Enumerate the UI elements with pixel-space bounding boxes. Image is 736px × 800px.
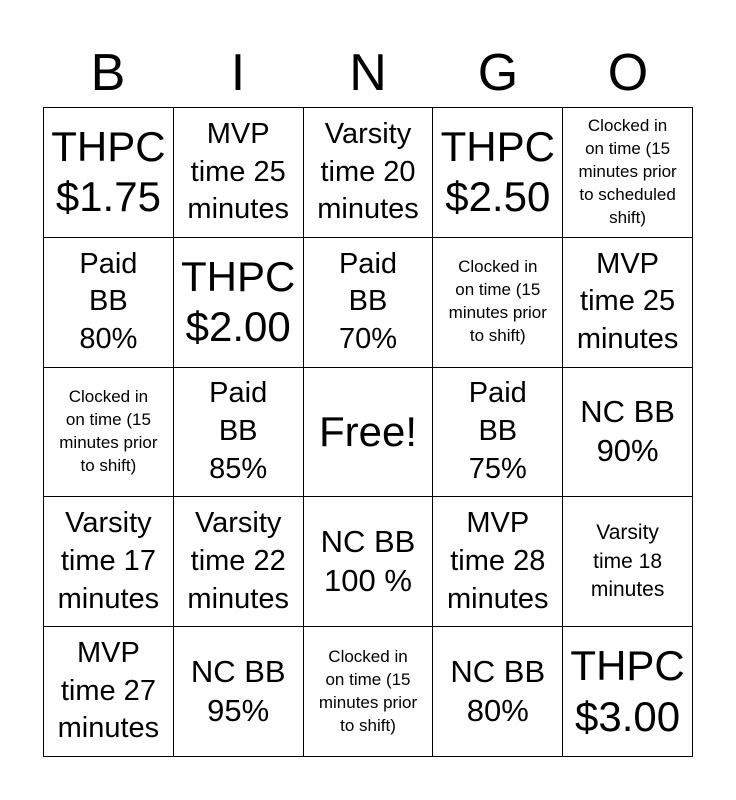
bingo-cell[interactable]: Paid BB 80%	[44, 238, 174, 368]
bingo-cell[interactable]: NC BB 95%	[174, 627, 304, 757]
header-letter-g: G	[477, 44, 519, 102]
bingo-header	[43, 40, 693, 106]
bingo-cell-free[interactable]: Free!	[304, 368, 434, 498]
bingo-cell[interactable]: NC BB 90%	[563, 368, 693, 498]
bingo-cell[interactable]: Paid BB 85%	[174, 368, 304, 498]
bingo-cell[interactable]: MVP time 25 minutes	[174, 108, 304, 238]
header-letter-o: O	[607, 44, 649, 102]
bingo-cell[interactable]: Clocked in on time (15 minutes prior to scheduled shift)	[563, 108, 693, 238]
bingo-cell[interactable]: THPC $2.00	[174, 238, 304, 368]
bingo-cell[interactable]: THPC $2.50	[433, 108, 563, 238]
bingo-cell[interactable]: Varsity time 20 minutes	[304, 108, 434, 238]
bingo-cell[interactable]: Clocked in on time (15 minutes prior to shift)	[304, 627, 434, 757]
bingo-cell[interactable]: Varsity time 17 minutes	[44, 497, 174, 627]
bingo-cell[interactable]: Varsity time 22 minutes	[174, 497, 304, 627]
header-letter-b: B	[90, 44, 126, 102]
bingo-cell[interactable]: Varsity time 18 minutes	[563, 497, 693, 627]
bingo-cell[interactable]: THPC $3.00	[563, 627, 693, 757]
bingo-grid	[43, 107, 693, 757]
header-letter-i: I	[230, 44, 246, 102]
bingo-cell[interactable]: Paid BB 70%	[304, 238, 434, 368]
bingo-cell[interactable]: MVP time 28 minutes	[433, 497, 563, 627]
bingo-cell[interactable]: Clocked in on time (15 minutes prior to shift)	[433, 238, 563, 368]
bingo-cell[interactable]: NC BB 100 %	[304, 497, 434, 627]
bingo-cell[interactable]: Clocked in on time (15 minutes prior to shift)	[44, 368, 174, 498]
bingo-cell[interactable]: Paid BB 75%	[433, 368, 563, 498]
bingo-cell[interactable]: MVP time 25 minutes	[563, 238, 693, 368]
bingo-cell[interactable]: MVP time 27 minutes	[44, 627, 174, 757]
header-letter-n: N	[349, 44, 387, 102]
bingo-cell[interactable]: THPC $1.75	[44, 108, 174, 238]
bingo-cell[interactable]: NC BB 80%	[433, 627, 563, 757]
